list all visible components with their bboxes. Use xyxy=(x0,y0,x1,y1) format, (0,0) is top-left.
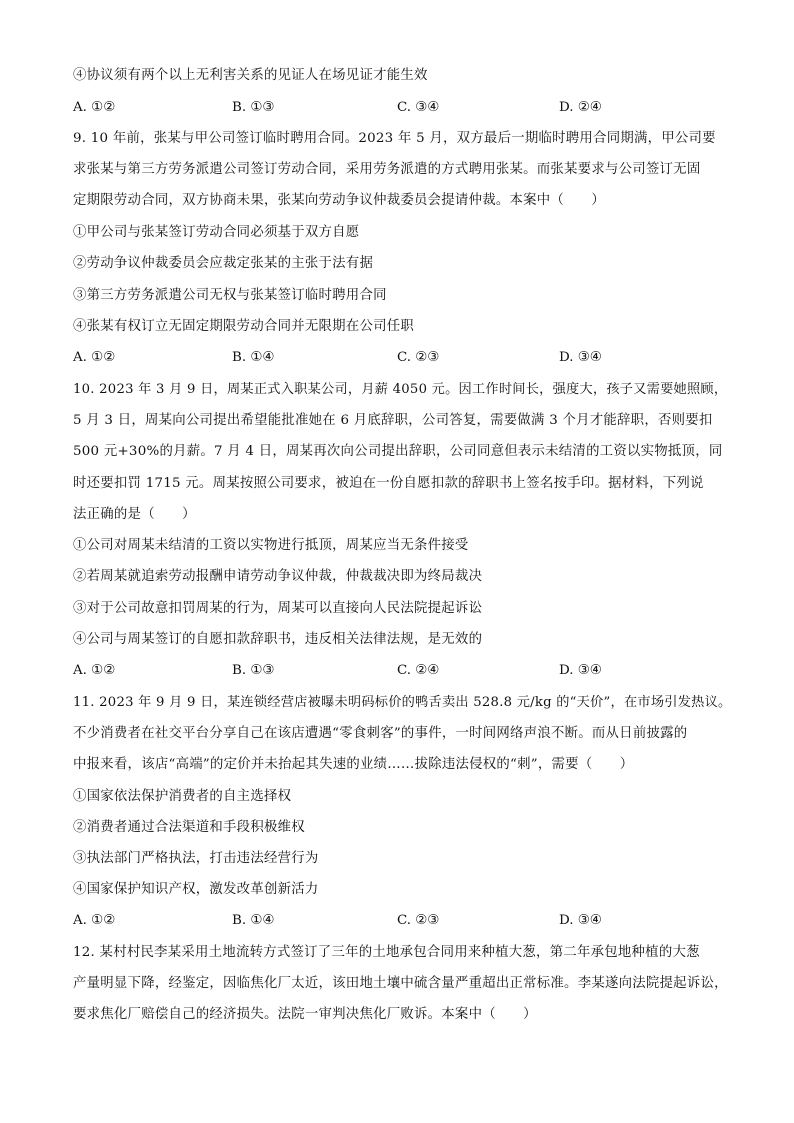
q12-stem-line-3: 要求焦化厂赔偿自己的经济损失。法院一审判决焦化厂败诉。本案中（ ） xyxy=(73,1007,537,1022)
q10-option-a: A. ①② xyxy=(73,663,116,678)
q10-stem-line-5: 法正确的是（ ） xyxy=(73,507,196,522)
q10-stem-line-3: 500 元+30%的月薪。7 月 4 日，周某再次向公司提出辞职，公司同意但表示未结清的工资以实物抵顶，同 xyxy=(73,444,723,459)
q8-option-d: D. ②④ xyxy=(559,100,602,115)
q11-stem-line-2: 不少消费者在社交平台分享自己在该店遭遇“零食刺客”的事件，一时间网络声浪不断。而从日前披露的 xyxy=(73,726,688,741)
q10-option-c: C. ②④ xyxy=(397,663,440,678)
q9-option-d: D. ③④ xyxy=(559,350,602,365)
q9-statement-2: ②劳动争议仲裁委员会应裁定张某的主张于法有据 xyxy=(73,256,374,271)
q9-statement-3: ③第三方劳务派遣公司无权与张某签订临时聘用合同 xyxy=(73,288,387,303)
q11-statement-2: ②消费者通过合法渠道和手段积极维权 xyxy=(73,820,305,835)
q9-options xyxy=(73,350,733,366)
q9-stem-line-1: 9. 10 年前，张某与甲公司签订临时聘用合同。2023 年 5 月，双方最后一期临时聘用合同期满，甲公司要 xyxy=(73,131,716,146)
q11-option-d: D. ③④ xyxy=(559,913,602,928)
q10-statement-3: ③对于公司故意扣罚周某的行为，周某可以直接向人民法院提起诉讼 xyxy=(73,601,483,616)
q10-options xyxy=(73,663,733,679)
q11-option-a: A. ①② xyxy=(73,913,116,928)
q10-stem-line-1: 10. 2023 年 3 月 9 日，周某正式入职某公司，月薪 4050 元。因工作时间长，强度大，孩子又需要她照顾， xyxy=(73,382,728,397)
q9-option-c: C. ②③ xyxy=(397,350,440,365)
q11-option-c: C. ②③ xyxy=(397,913,440,928)
q10-option-b: B. ①③ xyxy=(232,663,275,678)
q11-option-b: B. ①④ xyxy=(232,913,275,928)
q11-stem-line-1: 11. 2023 年 9 月 9 日，某连锁经营店被曝未明码标价的鸭舌卖出 528.8 元/kg 的“天价”，在市场引发热议。 xyxy=(73,695,732,710)
q11-options xyxy=(73,913,733,929)
q10-statement-4: ④公司与周某签订的自愿扣款辞职书，违反相关法律法规，是无效的 xyxy=(73,632,483,647)
q10-statement-2: ②若周某就追索劳动报酬申请劳动争议仲裁，仲裁裁决即为终局裁决 xyxy=(73,569,483,584)
q9-statement-1: ①甲公司与张某签订劳动合同必须基于双方自愿 xyxy=(73,225,360,240)
q8-option-a: A. ①② xyxy=(73,100,116,115)
q9-option-b: B. ①④ xyxy=(232,350,275,365)
q9-stem-line-2: 求张某与第三方劳务派遣公司签订劳动合同，采用劳务派遣的方式聘用张某。而张某要求与公司签订无固 xyxy=(73,162,701,177)
q11-statement-3: ③执法部门严格执法，打击违法经营行为 xyxy=(73,851,319,866)
q12-stem-line-1: 12. 某村村民李某采用土地流转方式签订了三年的土地承包合同用来种植大葱，第二年承包地种植的大葱 xyxy=(73,945,700,960)
q8-option-c: C. ③④ xyxy=(397,100,440,115)
q10-option-d: D. ③④ xyxy=(559,663,602,678)
q11-statement-1: ①国家依法保护消费者的自主选择权 xyxy=(73,789,292,804)
q9-stem-line-3: 定期限劳动合同，双方协商未果，张某向劳动争议仲裁委员会提请仲裁。本案中（ ） xyxy=(73,193,605,208)
q10-stem-line-4: 时还要扣罚 1715 元。周某按照公司要求，被迫在一份自愿扣款的辞职书上签名按手印。据材料，下列说 xyxy=(73,476,704,491)
q9-option-a: A. ①② xyxy=(73,350,116,365)
q12-stem-line-2: 产量明显下降，经鉴定，因临焦化厂太近，该田地土壤中硫含量严重超出正常标准。李某遂向法院提起诉讼， xyxy=(73,976,728,991)
q11-statement-4: ④国家保护知识产权，激发改革创新活力 xyxy=(73,882,319,897)
q9-statement-4: ④张某有权订立无固定期限劳动合同并无限期在公司任职 xyxy=(73,319,415,334)
q10-stem-line-2: 5 月 3 日，周某向公司提出希望能批准她在 6 月底辞职，公司答复，需要做满 3 个月才能辞职，否则要扣 xyxy=(73,413,713,428)
q11-stem-line-3: 中报来看，该店“高端”的定价并未抬起其失速的业绩……拔除违法侵权的“刺”，需要（ ） xyxy=(73,757,634,772)
q8-options xyxy=(73,100,733,116)
q10-statement-1: ①公司对周某未结清的工资以实物进行抵顶，周某应当无条件接受 xyxy=(73,538,469,553)
q8-statement-4: ④协议须有两个以上无利害关系的见证人在场见证才能生效 xyxy=(73,68,428,83)
q8-option-b: B. ①③ xyxy=(232,100,275,115)
